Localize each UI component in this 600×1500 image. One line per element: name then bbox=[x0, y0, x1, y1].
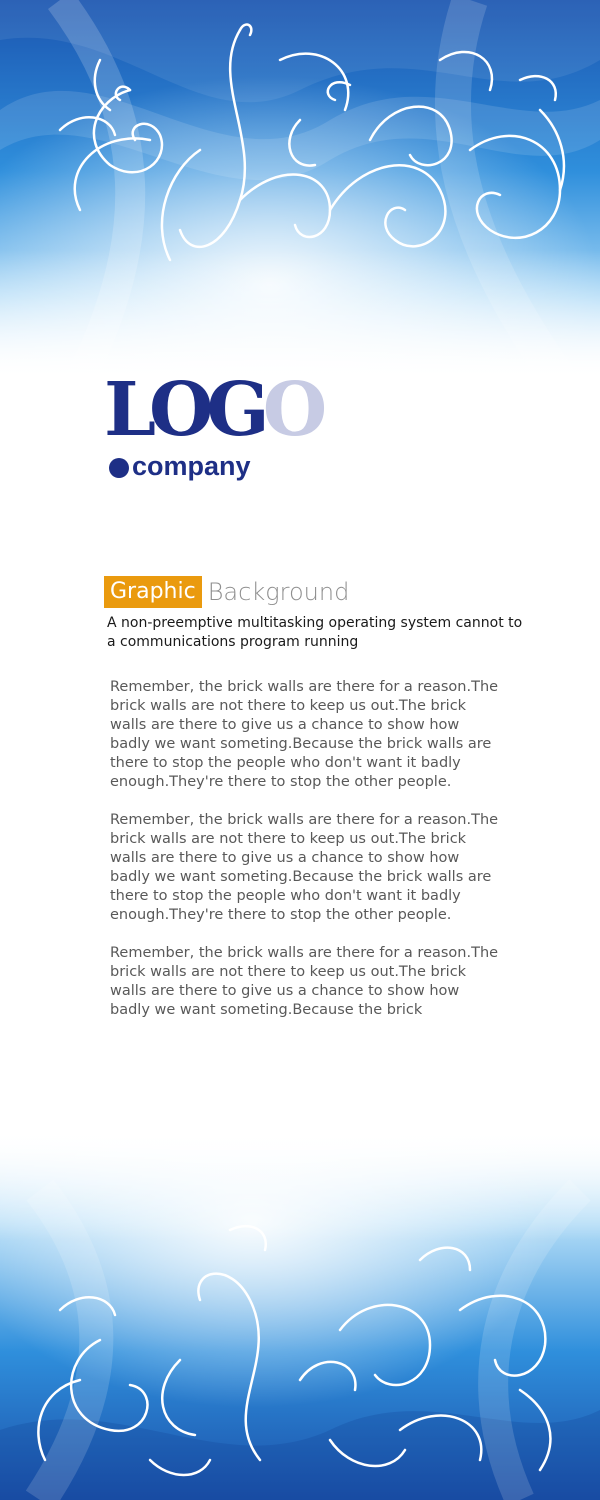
heading-rest: Background bbox=[207, 578, 350, 606]
body-text bbox=[110, 678, 500, 1039]
paragraph-2: Remember, the brick walls are there for a reason.The brick walls are not there to keep us out.The brick walls are there to give us a chance to show how badly we want someting.Because the brick walls are there to stop the people who don't want it badly enough.They're there to stop the other people. bbox=[110, 812, 499, 923]
logo-dot-icon bbox=[109, 458, 129, 478]
logo-company-text: company bbox=[132, 451, 251, 481]
company-logo bbox=[104, 366, 321, 486]
swirl-ornament-bottom-icon bbox=[0, 1130, 600, 1500]
bottom-swirl-background bbox=[0, 1130, 600, 1500]
logo-word-light: O bbox=[262, 367, 321, 453]
subtitle: A non-preemptive multitasking operating system cannot to a communications program running bbox=[107, 615, 523, 650]
heading-highlight: Graphic bbox=[104, 576, 202, 608]
logo-wordmark bbox=[104, 367, 321, 453]
top-swirl-background bbox=[0, 0, 600, 380]
section-heading bbox=[104, 576, 349, 608]
paragraph-3: Remember, the brick walls are there for a reason.The brick walls are not there to keep us out.The brick walls are there to give us a chance to show how badly we want someting.Because the brick bbox=[110, 945, 499, 1018]
swirl-ornament-top-icon bbox=[0, 0, 600, 380]
paragraph-1: Remember, the brick walls are there for a reason.The brick walls are not there to keep us out.The brick walls are there to give us a chance to show how badly we want someting.Because the brick walls are there to stop the people who don't want it badly enough.They're there to stop the other people. bbox=[110, 679, 499, 790]
logo-word-dark: LOG bbox=[104, 367, 263, 453]
